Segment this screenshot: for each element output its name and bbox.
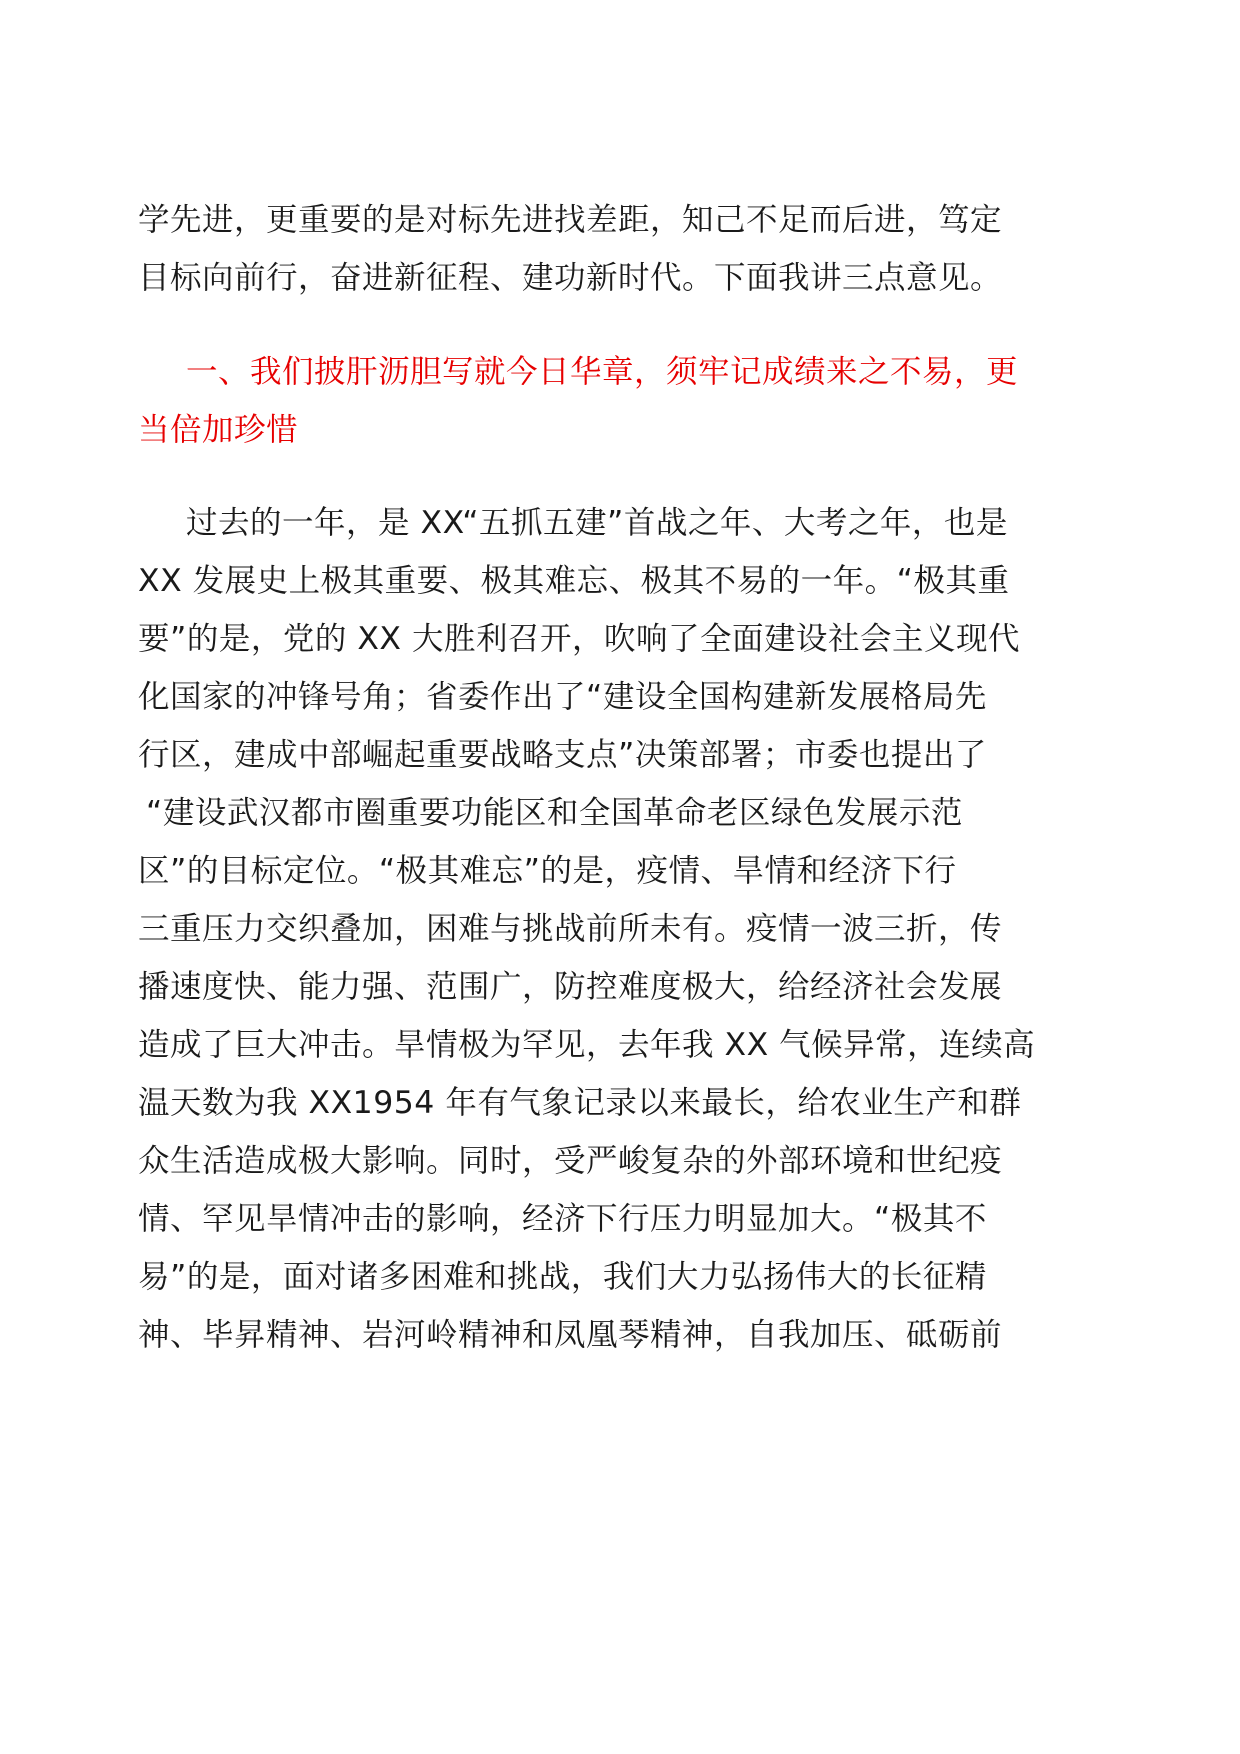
paragraph-line-text: XX 发展史上极其重要、极其难忘、极其不易的一年。“极其重: [138, 563, 1010, 599]
paragraph-line: [0, 1129, 1240, 1193]
paragraph-line: [0, 839, 1240, 903]
section-heading-text: 当倍加珍惜: [138, 412, 299, 448]
paragraph-line-text: 过去的一年，是 XX“五抓五建”首战之年、大考之年，也是: [186, 505, 1008, 541]
paragraph-line: [0, 188, 1240, 252]
paragraph-line-text: 温天数为我 XX1954 年有气象记录以来最长，给农业生产和群: [138, 1085, 1022, 1121]
paragraph-line: [0, 1013, 1240, 1077]
section-heading-text: 一、我们披肝沥胆写就今日华章，须牢记成绩来之不易，更: [186, 354, 1019, 390]
paragraph-line-text: 播速度快、能力强、范围广，防控难度极大，给经济社会发展: [138, 969, 1003, 1005]
section-heading-line: [0, 398, 1240, 462]
paragraph-line-text: 众生活造成极大影响。同时，受严峻复杂的外部环境和世纪疫: [138, 1143, 1003, 1179]
paragraph-line: [0, 1187, 1240, 1251]
paragraph-line: [0, 607, 1240, 671]
paragraph-line-text: 要”的是，党的 XX 大胜利召开，吹响了全面建设社会主义现代: [138, 621, 1021, 657]
paragraph-line: [0, 491, 1240, 555]
paragraph-line-text: 易”的是，面对诸多困难和挑战，我们大力弘扬伟大的长征精: [138, 1259, 987, 1295]
paragraph-line: [0, 955, 1240, 1019]
paragraph-line: [0, 781, 1240, 845]
paragraph-line-text: 三重压力交织叠加，困难与挑战前所未有。疫情一波三折，传: [138, 911, 1003, 947]
paragraph-line-text: 行区，建成中部崛起重要战略支点”决策部署；市委也提出了: [138, 737, 987, 773]
paragraph-line-text: 情、罕见旱情冲击的影响，经济下行压力明显加大。“极其不: [138, 1201, 987, 1237]
paragraph-line-text: 神、毕昇精神、岩河岭精神和凤凰琴精神，自我加压、砥砺前: [138, 1317, 1003, 1353]
section-heading-line: [0, 340, 1240, 404]
paragraph-line: [0, 1245, 1240, 1309]
paragraph-line: [0, 723, 1240, 787]
paragraph-line-text: “建设武汉都市圈重要功能区和全国革命老区绿色发展示范: [146, 795, 963, 831]
paragraph-line-text: 目标向前行，奋进新征程、建功新时代。下面我讲三点意见。: [138, 260, 1003, 296]
paragraph-line-text: 学先进，更重要的是对标先进找差距，知己不足而后进，笃定: [138, 202, 1003, 238]
paragraph-line-text: 化国家的冲锋号角；省委作出了“建设全国构建新发展格局先: [138, 679, 987, 715]
paragraph-line-text: 造成了巨大冲击。旱情极为罕见，去年我 XX 气候异常，连续高: [138, 1027, 1036, 1063]
paragraph-line: [0, 1071, 1240, 1135]
paragraph-line: [0, 246, 1240, 310]
paragraph-line: [0, 549, 1240, 613]
paragraph-line: [0, 1303, 1240, 1367]
paragraph-line-text: 区”的目标定位。“极其难忘”的是，疫情、旱情和经济下行: [138, 853, 957, 889]
paragraph-line: [0, 897, 1240, 961]
paragraph-line: [0, 665, 1240, 729]
